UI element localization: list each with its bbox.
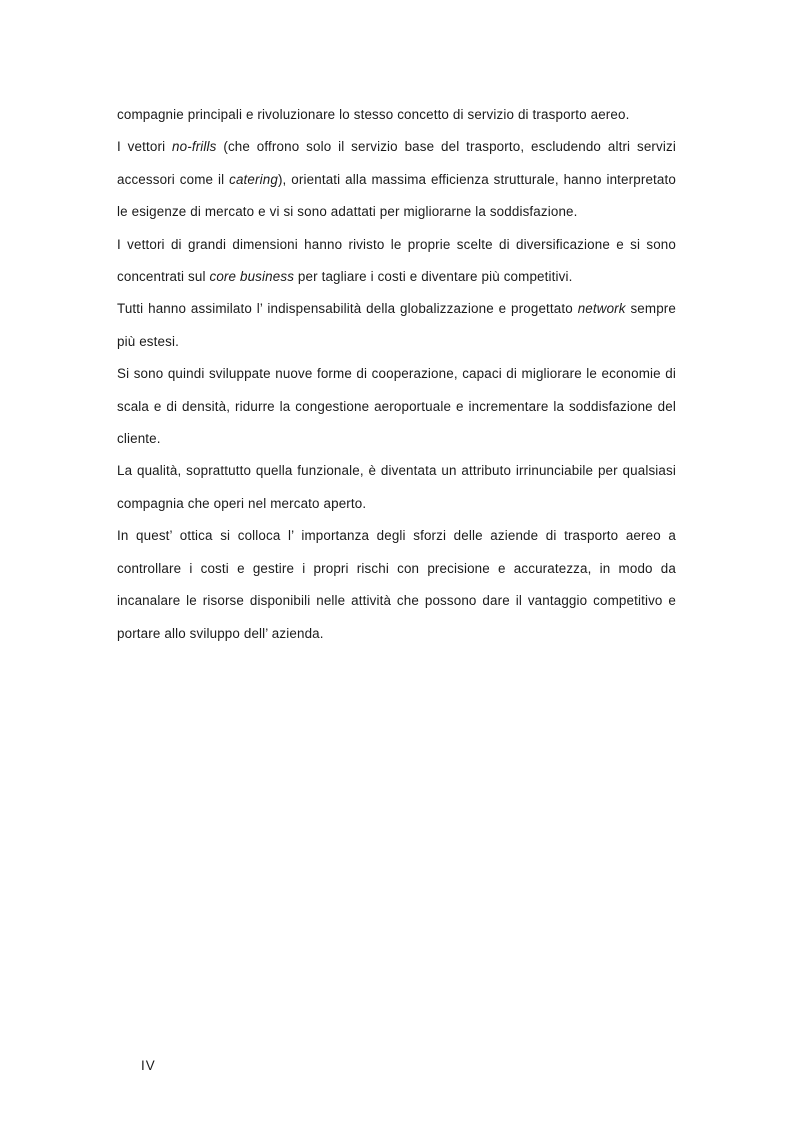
text-segment: sempre più estesi.	[117, 301, 676, 349]
paragraph	[117, 99, 676, 131]
text-segment: I vettori di grandi dimensioni hanno rivisto le proprie scelte di diversificazione e si sono concentrati sul	[117, 236, 676, 285]
italic-term: no-frills	[172, 139, 217, 155]
paragraph	[117, 358, 676, 455]
text-segment: Tutti hanno assimilato l’ indispensabilità della globalizzazione e progettato	[117, 301, 578, 317]
text-segment: La qualità, soprattutto quella funzionale, è diventata un attributo irrinunciabile per qualsiasi compagnia che operi nel mercato aperto.	[117, 463, 676, 511]
paragraph	[117, 229, 676, 294]
text-segment: In quest’ ottica si colloca l’ importanza degli sforzi delle aziende di trasporto aereo a controllare i costi e gestire i propri rischi con precisione e accuratezza, in modo da incanalare le risorse disponibili nelle attività che possono dare il vantaggio competitivo e portare allo sviluppo dell’ azienda.	[117, 528, 676, 641]
italic-term: network	[577, 301, 626, 317]
italic-term: catering	[229, 171, 278, 187]
page-number: IV	[141, 1058, 156, 1073]
paragraph	[117, 455, 676, 520]
paragraph	[117, 520, 676, 650]
body-text	[117, 99, 676, 650]
text-segment: I vettori	[117, 139, 173, 155]
text-segment: compagnie principali e rivoluzionare lo stesso concetto di servizio di trasporto aereo.	[117, 107, 630, 122]
text-segment: per tagliare i costi e diventare più competitivi.	[294, 269, 573, 285]
text-segment: (che offrono solo il servizio base del trasporto, escludendo altri servizi accessori come il	[117, 139, 676, 187]
text-segment: Si sono quindi sviluppate nuove forme di cooperazione, capaci di migliorare le economie di scala e di densità, ridurre la congestione aeroportuale e incrementare la soddisfazione del cliente.	[117, 366, 676, 447]
paragraph	[117, 131, 676, 228]
paragraph	[117, 293, 676, 358]
text-segment: ), orientati alla massima efficienza strutturale, hanno interpretato le esigenze di mercato e vi si sono adattati per migliorarne la soddisfazione.	[117, 171, 676, 220]
italic-term: core business	[209, 269, 295, 285]
